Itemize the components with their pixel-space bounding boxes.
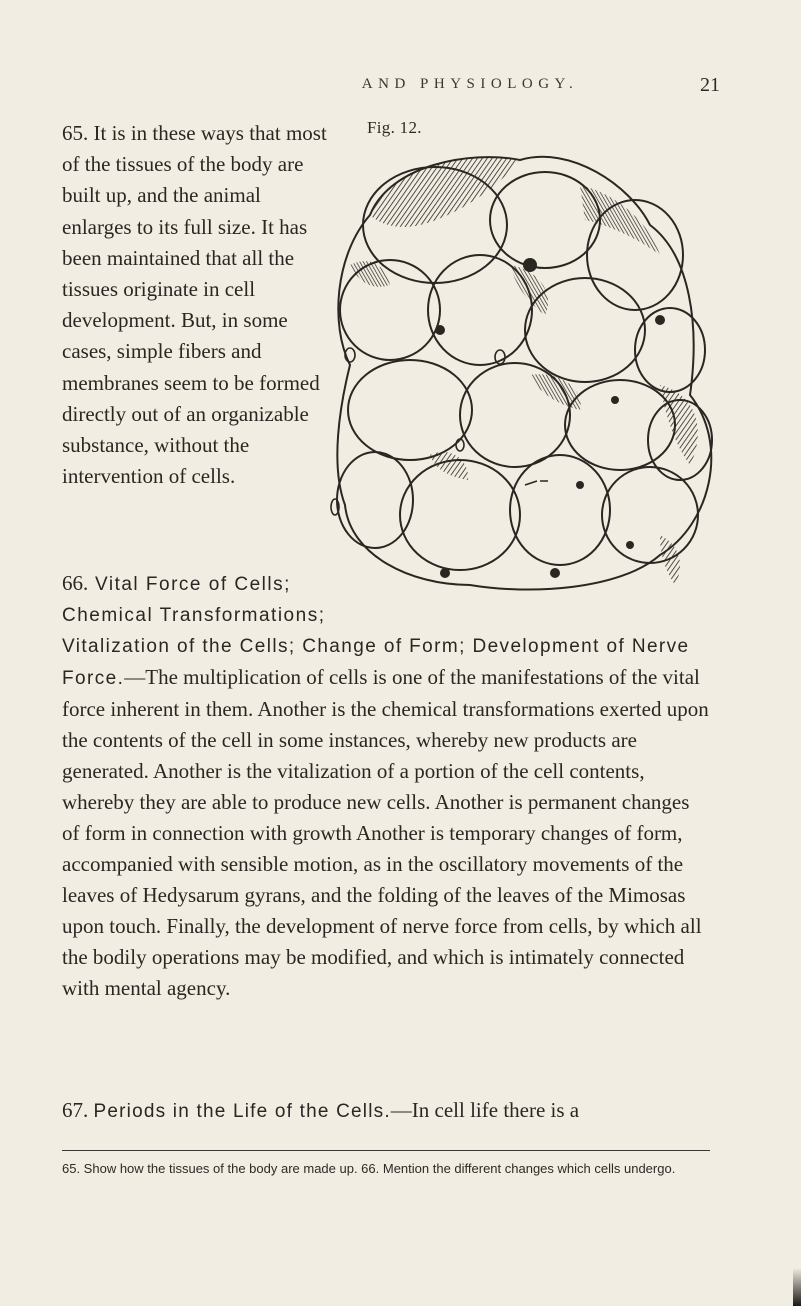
paragraph-65 [62, 118, 327, 492]
figure-caption: Fig. 12. [367, 118, 422, 137]
heading-text: Periods in the Life of the Cells. [93, 1101, 391, 1122]
paragraph-number: 67. [62, 1098, 89, 1122]
page-number: 21 [700, 74, 720, 96]
footnote: 65. Show how the tissues of the body are made up. 66. Mention the different changes which cells undergo. [62, 1161, 676, 1176]
page-edge-shadow [793, 1268, 801, 1306]
heading-continuation: Vitalization of the Cells; Change of Form; Development of Nerve Force. [62, 636, 690, 689]
paragraph-number: 66. [62, 571, 89, 595]
running-title: AND PHYSIOLOGY. [361, 76, 579, 92]
paragraph-text: —The multiplication of cells is one of the manifestations of the vital force inherent in them. Another is the chemical transformations exerted upon the contents of the cell in some instances, whereby new products are generated. Another is the vitalization of a portion of the cell contents, whereby they are able to produce new cells. Another is permanent changes of form in connection with growth Another is temporary changes of form, accompanied with sensible motion, as in the oscillatory movements of the leaves of Hedysarum gyrans, and the folding of the leaves of the Mimosas upon touch. Finally, the development of nerve force from cells, by which all the bodily operations may be modified, and which is intimately connected with mental agency. [62, 665, 709, 1000]
paragraph-text: —In cell life there is a [390, 1098, 580, 1122]
cell-illustration [330, 145, 720, 600]
paragraph-67 [62, 1095, 712, 1127]
footnote-divider [62, 1150, 710, 1151]
paragraph-66 [62, 630, 712, 1004]
section-66-heading [62, 568, 327, 631]
paragraph-number: 65. [62, 121, 89, 145]
heading-text: Vital Force of Cells; Chemical Transformations; [62, 574, 326, 626]
paragraph-text: It is in these ways that most of the tissues of the body are built up, and the animal enlarges to its full size. It has been maintained that all the tissues originate in cell development. But, in some cases, simple fibers and membranes seem to be formed directly out of an organizable substance, without the intervention of cells. [62, 121, 327, 489]
